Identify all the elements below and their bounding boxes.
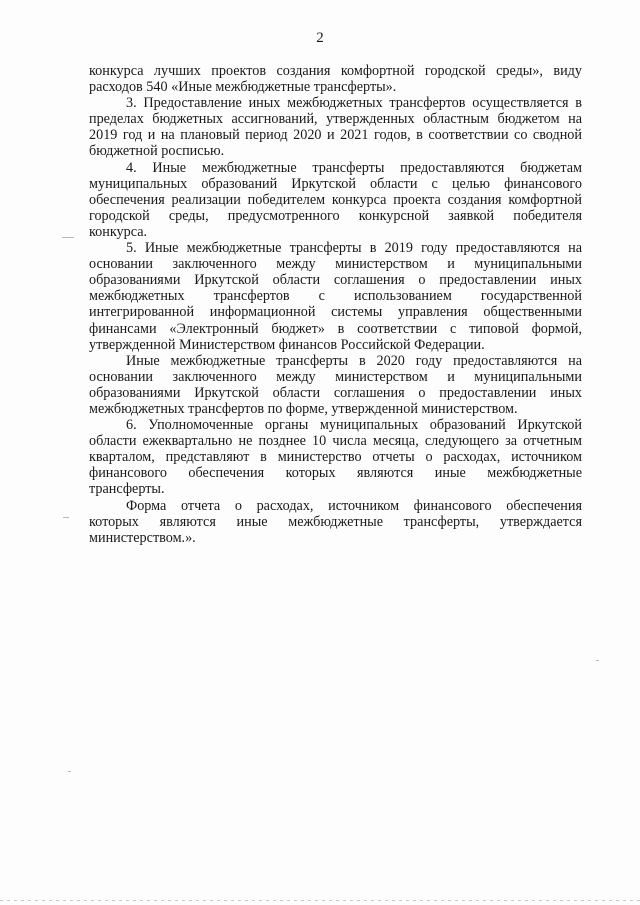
text-line: финансами «Электронный бюджет» в соответствии с типовой формой, — [89, 320, 582, 337]
text-line: интегрированной информационной системы управления общественными — [89, 304, 582, 321]
text-line: муниципальных образований Иркутской области с целью финансового — [89, 175, 582, 192]
text-line: расходов 540 «Иные межбюджетные трансферты». — [89, 79, 397, 96]
text-line: межбюджетных трансфертов по форме, утвержденной министерством. — [89, 400, 518, 417]
text-line: конкурса. — [89, 223, 148, 240]
paragraph — [89, 353, 582, 417]
text-line: городской среды, предусмотренного конкурсной заявкой победителя — [89, 207, 582, 224]
paragraph — [89, 63, 582, 95]
text-line: министерством.». — [89, 529, 196, 546]
scan-edge — [0, 900, 640, 901]
text-line: основании заключенного между министерством и муниципальными — [89, 256, 582, 273]
scan-speck — [68, 771, 71, 772]
paragraph — [89, 240, 582, 353]
text-line: области ежеквартально не позднее 10 числа месяца, следующего за отчетным — [89, 433, 582, 450]
text-line: которых являются иные межбюджетные трансферты, утверждается — [89, 513, 582, 530]
paragraph — [89, 95, 582, 159]
text-line: обеспечения реализации победителем конкурса проекта создания комфортной — [89, 191, 582, 208]
text-line: пределах бюджетных ассигнований, утвержденных областным бюджетом на — [89, 111, 582, 128]
page-number: 2 — [316, 30, 324, 46]
text-line: 3. Предоставление иных межбюджетных трансфертов осуществляется в — [126, 95, 582, 112]
text-line: 4. Иные межбюджетные трансферты предоставляются бюджетам — [126, 159, 582, 176]
text-line: 6. Уполномоченные органы муниципальных образований Иркутской — [126, 417, 582, 434]
text-line: образованиями Иркутской области соглашения о предоставлении иных — [89, 272, 582, 289]
text-line: трансферты. — [89, 481, 165, 498]
scan-speck — [596, 660, 599, 661]
text-line: утвержденной Министерством финансов Российской Федерации. — [89, 336, 485, 353]
text-line: бюджетной росписью. — [89, 143, 225, 160]
text-line: межбюджетных трансфертов с использованием государственной — [89, 288, 582, 305]
text-line: Иные межбюджетные трансферты в 2020 году предоставляются на — [126, 352, 582, 369]
text-line: конкурса лучших проектов создания комфортной городской среды», виду — [89, 63, 582, 79]
scan-speck — [63, 517, 69, 518]
scan-speck — [62, 237, 74, 238]
text-line: кварталом, представляют в министерство отчеты о расходах, источником — [89, 449, 582, 466]
text-line: 5. Иные межбюджетные трансферты в 2019 году предоставляются на — [126, 240, 582, 257]
paragraph — [89, 417, 582, 497]
paragraph — [89, 498, 582, 546]
paragraph — [89, 160, 582, 240]
document-body — [89, 63, 582, 546]
text-line: Форма отчета о расходах, источником финансового обеспечения — [126, 497, 582, 514]
text-line: финансового обеспечения которых являются иные межбюджетные — [89, 465, 582, 482]
text-line: 2019 год и на плановый период 2020 и 2021 годов, в соответствии со сводной — [89, 127, 582, 144]
text-line: образованиями Иркутской области соглашения о предоставлении иных — [89, 384, 582, 401]
text-line: основании заключенного между министерством и муниципальными — [89, 368, 582, 385]
